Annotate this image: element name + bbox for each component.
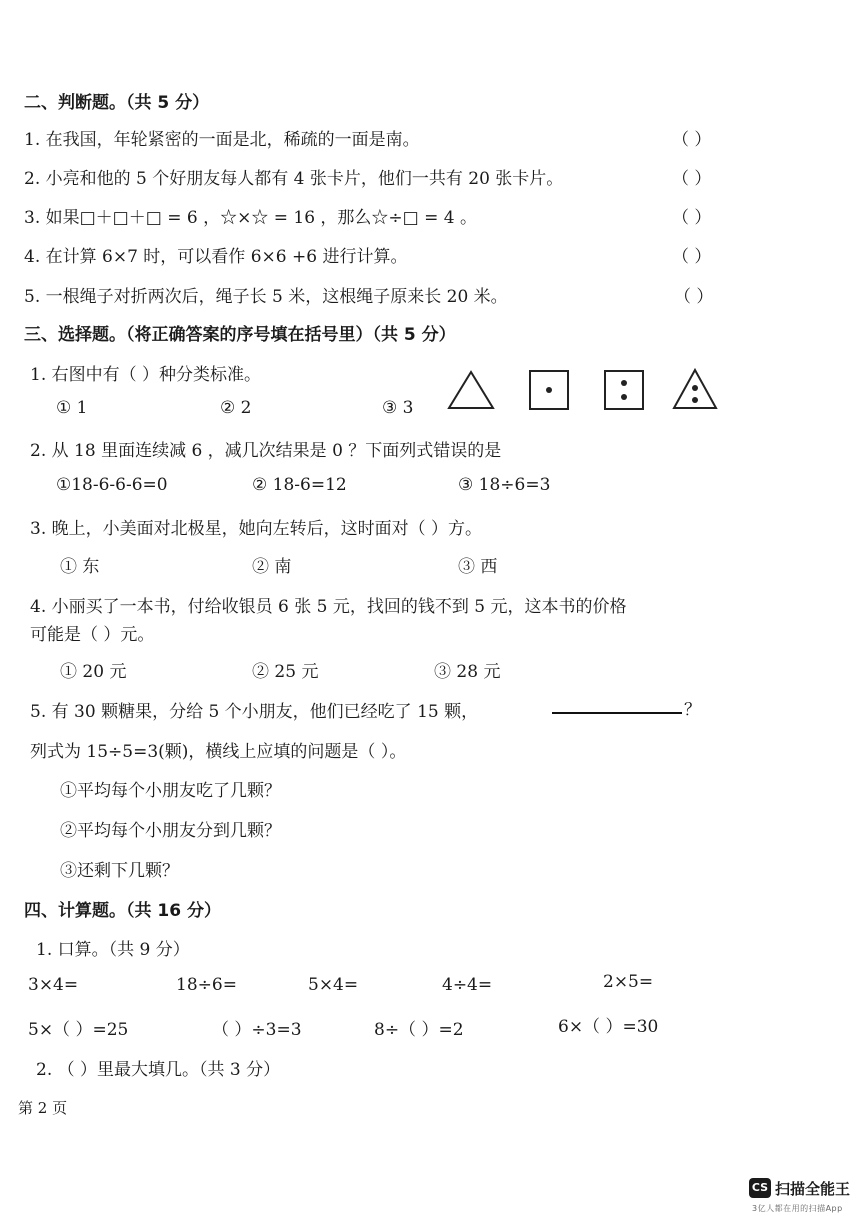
q5-option-3[interactable]: ③还剩下几颗？ [60, 861, 179, 881]
q4-option-1[interactable]: ① 20 元 [60, 662, 127, 682]
q2-option-2[interactable]: ② 18-6=12 [252, 475, 347, 495]
camscanner-logo-icon: CS [749, 1178, 771, 1198]
camscanner-name: 扫描全能王 [775, 1180, 851, 1198]
judge-answer-2[interactable]: （ ） [672, 169, 712, 189]
q5-answer-blank[interactable] [552, 712, 682, 714]
judge-item-4: 4. 在计算 6×7 时，可以看作 6×6 +6 进行计算。 [24, 247, 408, 267]
judge-item-5: 5. 一根绳子对折两次后，绳子长 5 米，这根绳子原来长 20 米。 [24, 287, 508, 307]
calc-r1-3[interactable]: 5×4= [308, 975, 359, 995]
judge-answer-1[interactable]: （ ） [672, 130, 712, 150]
q4-option-3[interactable]: ③ 28 元 [434, 662, 501, 682]
calc-r2-4[interactable]: 6×（ ）=30 [558, 1017, 659, 1037]
triangle-figure [446, 368, 496, 412]
square-one-dot-figure [527, 368, 571, 412]
q1-option-1[interactable]: ① 1 [56, 398, 88, 418]
square-two-dot-figure [602, 368, 646, 412]
section-2-title: 二、判断题。（共 5 分） [24, 93, 210, 113]
oral-calc-heading: 1. 口算。（共 9 分） [36, 940, 190, 960]
calc-r1-2[interactable]: 18÷6= [176, 975, 237, 995]
q3-option-1[interactable]: ① 东 [60, 557, 100, 577]
q3-option-2[interactable]: ② 南 [252, 557, 292, 577]
q4-option-2[interactable]: ② 25 元 [252, 662, 319, 682]
judge-item-3: 3. 如果□＋□＋□ = 6 ，☆×☆ = 16 ，那么☆÷□ = 4 。 [24, 208, 477, 228]
choice-q4-line2: 可能是（ ）元。 [30, 625, 155, 645]
choice-q5-line2: 列式为 15÷5=3(颗)，横线上应填的问题是（ ）。 [30, 742, 407, 762]
calc-r1-5[interactable]: 2×5= [603, 972, 654, 992]
choice-q5-line1: 5. 有 30 颗糖果，分给 5 个小朋友，他们已经吃了 15 颗， [30, 702, 479, 722]
judge-answer-5[interactable]: （ ） [674, 287, 714, 307]
calc-r1-1[interactable]: 3×4= [28, 975, 79, 995]
calc-r2-3[interactable]: 8÷（ ）=2 [374, 1020, 464, 1040]
judge-answer-4[interactable]: （ ） [672, 247, 712, 267]
camscanner-tagline: 3亿人都在用的扫描App [752, 1204, 843, 1213]
choice-q3: 3. 晚上，小美面对北极星，她向左转后，这时面对（ ）方。 [30, 519, 483, 539]
q5-option-2[interactable]: ②平均每个小朋友分到几颗？ [60, 821, 281, 841]
judge-item-2: 2. 小亮和他的 5 个好朋友每人都有 4 张卡片，他们一共有 20 张卡片。 [24, 169, 564, 189]
q5-option-1[interactable]: ①平均每个小朋友吃了几颗？ [60, 781, 281, 801]
q5-question-mark: ？ [684, 700, 701, 720]
section-3-title: 三、选择题。（将正确答案的序号填在括号里）（共 5 分） [24, 325, 456, 345]
q1-option-3[interactable]: ③ 3 [382, 398, 414, 418]
judge-answer-3[interactable]: （ ） [672, 208, 712, 228]
choice-q4-line1: 4. 小丽买了一本书，付给收银员 6 张 5 元，找回的钱不到 5 元，这本书的价格 [30, 597, 627, 617]
judge-item-1: 1. 在我国，年轮紧密的一面是北，稀疏的一面是南。 [24, 130, 420, 150]
calc-r2-2[interactable]: （ ）÷3=3 [212, 1020, 302, 1040]
section-4-title: 四、计算题。（共 16 分） [24, 901, 221, 921]
q2-option-3[interactable]: ③ 18÷6=3 [458, 475, 551, 495]
q1-option-2[interactable]: ② 2 [220, 398, 252, 418]
q3-option-3[interactable]: ③ 西 [458, 557, 498, 577]
calc-r1-4[interactable]: 4÷4= [442, 975, 493, 995]
page-number: 第 2 页 [18, 1099, 68, 1117]
calc-r2-1[interactable]: 5×（ ）=25 [28, 1020, 129, 1040]
choice-q2: 2. 从 18 里面连续减 6 ，减几次结果是 0 ？下面列式错误的是 [30, 441, 502, 461]
q2-option-1[interactable]: ①18-6-6-6=0 [56, 475, 168, 495]
triangle-two-dot-figure [671, 366, 719, 412]
choice-q1: 1. 右图中有（ ）种分类标准。 [30, 365, 262, 385]
fill-max-heading: 2. （ ）里最大填几。（共 3 分） [36, 1060, 281, 1080]
